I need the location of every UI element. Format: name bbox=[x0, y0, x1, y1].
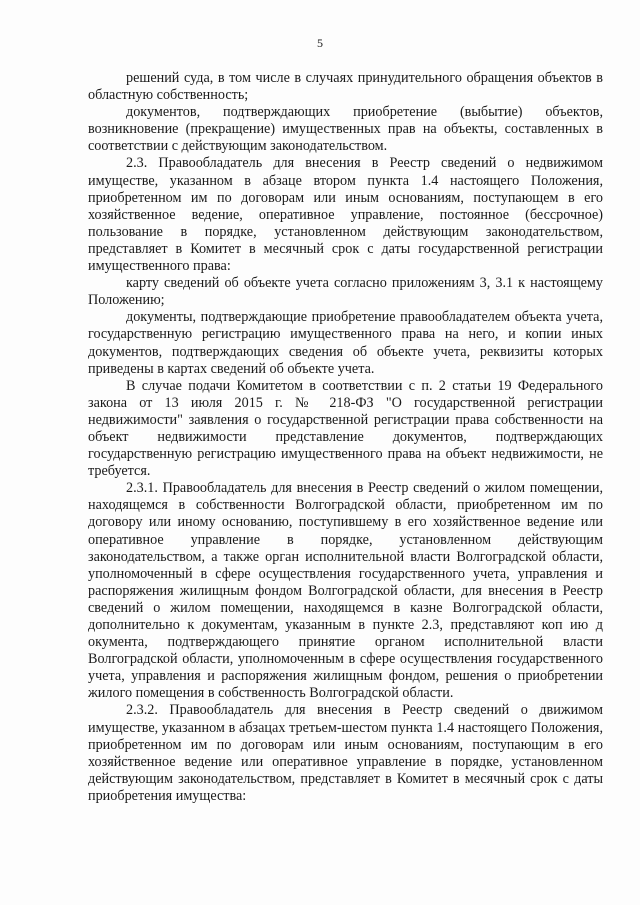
paragraph: 2.3. Правообладатель для внесения в Реестр сведений о недвижимом имуществе, указанном в абзаце втором пункта 1.4 настоящего Положения, приобретенном им по договорам или иным основаниям, поступающем в его хозяйственное ведение, оперативное управление, постоянное (бессрочное) пользование в порядке, установленном действующим законодательством, представляет в Комитет в месячный срок с даты государственной регистрации имущественного права: bbox=[88, 155, 603, 275]
paragraph: документы, подтверждающие приобретение правообладателем объекта учета, государственную регистрацию имущественного права на него, и копии иных документов, подтверждающих сведения об объекте учета, реквизиты которых приведены в картах сведений об объекте учета. bbox=[88, 309, 603, 377]
page-number: 5 bbox=[317, 36, 323, 50]
paragraph: 2.3.2. Правообладатель для внесения в Реестр сведений о движимом имуществе, указанном в абзацах третьем-шестом пункта 1.4 настоящего Положения, приобретенном им по договорам или иным основаниям, поступающим в его хозяйственное ведение или оперативное управление в порядке, установленном действующим законодательством, представляет в Комитет в месячный срок с даты приобретения имущества: bbox=[88, 702, 603, 804]
document-body bbox=[88, 70, 603, 805]
paragraph: 2.3.1. Правообладатель для внесения в Реестр сведений о жилом помещении, находящемся в собственности Волгоградской области, приобретенном им по договору или иному основанию, поступившему в его хозяйственное ведение или оперативное управление в порядке, установленном действующим законодательством, а также орган исполнительной власти Волгоградской области, уполномоченный в сфере осуществления государственного учета, управления и распоряжения жилищным фондом Волгоградской области, для внесения в Реестр сведений о жилом помещении, находящемся в казне Волгоградской области, дополнительно к документам, указанным в пункте 2.3, представляют коп ию д окумента, подтверждающего принятие органом исполнительной власти Волгоградской области, уполномоченным в сфере осуществления государственного учета, управления и распоряжения жилищным фондом, решения о приобретении жилого помещения в собственность Волгоградской области. bbox=[88, 480, 603, 702]
paragraph: документов, подтверждающих приобретение (выбытие) объектов, возникновение (прекращение) имущественных прав на объекты, составленных в соответствии с действующим законодательством. bbox=[88, 104, 603, 155]
paragraph: решений суда, в том числе в случаях принудительного обращения объектов в областную собственность; bbox=[88, 70, 603, 104]
paragraph: В случае подачи Комитетом в соответствии с п. 2 статьи 19 Федерального закона от 13 июля 2015 г. № 218-ФЗ "О государственной регистрации недвижимости" заявления о государственной регистрации права собственности на объект недвижимости представление документов, подтверждающих государственную регистрацию имущественного права на объект недвижимости, не требуется. bbox=[88, 377, 603, 480]
paragraph: карту сведений об объекте учета согласно приложениям 3, 3.1 к настоящему Положению; bbox=[88, 275, 603, 309]
